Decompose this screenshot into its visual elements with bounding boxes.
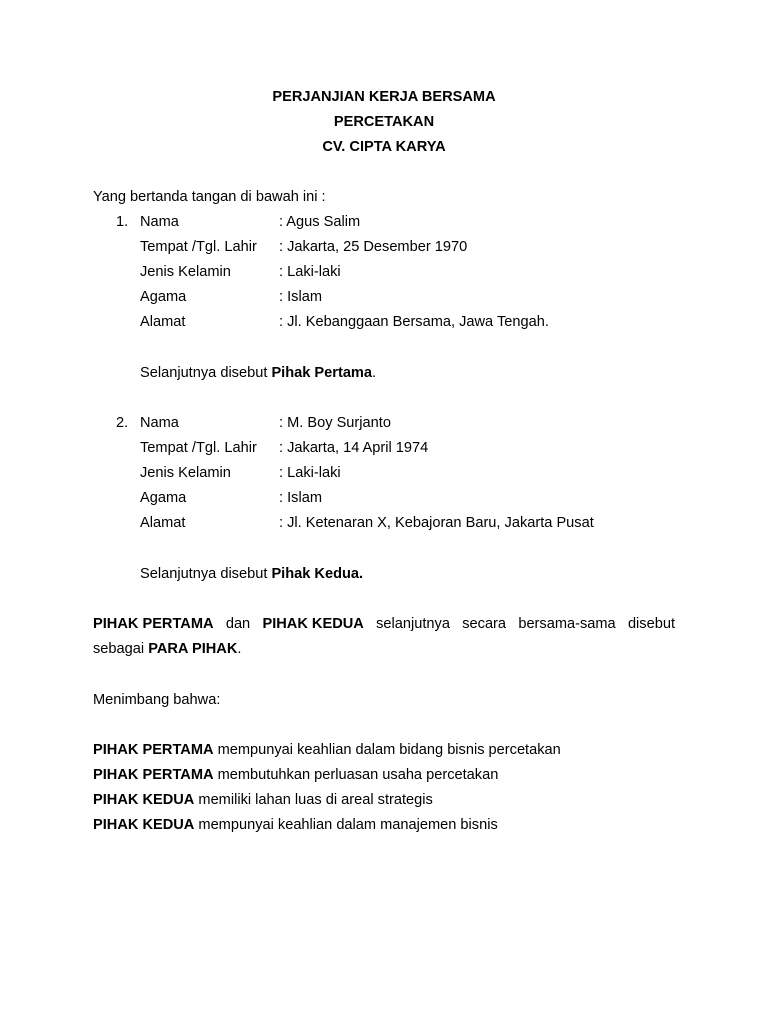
party2-label-address: Alamat (140, 515, 186, 531)
para-pihak-word-5: secara (462, 616, 507, 632)
document-title-line-3: CV. CIPTA KARYA (322, 139, 446, 155)
consideration-4-subject: PIHAK KEDUA (93, 817, 195, 833)
consideration-4 (93, 816, 498, 834)
party2-label-gender: Jenis Kelamin (140, 465, 231, 481)
party2-designation-bold: Pihak Kedua. (271, 566, 364, 582)
party1-value-address: : Jl. Kebanggaan Bersama, Jawa Tengah. (279, 314, 549, 330)
consideration-1 (93, 741, 561, 759)
consideration-2-text: membutuhkan perluasan usaha percetakan (213, 767, 499, 783)
party2-designation-prefix: Selanjutnya disebut (140, 566, 272, 582)
party2-value-name: : M. Boy Surjanto (279, 415, 391, 431)
para-pihak-word-4: selanjutnya (376, 616, 450, 632)
consideration-2 (93, 766, 498, 784)
party1-number: 1. (116, 214, 129, 230)
party1-label-religion: Agama (140, 289, 187, 305)
party1-label-name: Nama (140, 214, 179, 230)
party2-value-gender: : Laki-laki (279, 465, 341, 481)
intro-text: Yang bertanda tangan di bawah ini : (93, 189, 326, 205)
para-pihak-word-7: disebut (627, 616, 675, 632)
party1-designation-prefix: Selanjutnya disebut (140, 365, 272, 381)
party1-designation-bold: Pihak Pertama (271, 365, 373, 381)
consideration-3-subject: PIHAK KEDUA (93, 792, 195, 808)
para-pihak-line-1 (93, 615, 675, 633)
party1-designation-suffix: . (372, 365, 377, 381)
party2-label-religion: Agama (140, 490, 187, 506)
consideration-2-subject: PIHAK PERTAMA (93, 767, 214, 783)
party1-label-gender: Jenis Kelamin (140, 264, 231, 280)
para-pihak-word-6: bersama-sama (518, 616, 616, 632)
party1-value-gender: : Laki-laki (279, 264, 341, 280)
para-pihak-line-2 (93, 640, 241, 658)
para-pihak-word-3: PIHAK KEDUA (262, 616, 364, 632)
party2-designation (140, 565, 363, 583)
para-pihak-line2-prefix: sebagai (93, 641, 149, 657)
menimbang-heading: Menimbang bahwa: (93, 692, 221, 708)
consideration-3-text: memiliki lahan luas di areal strategis (194, 792, 433, 808)
document-title-line-1: PERJANJIAN KERJA BERSAMA (272, 89, 496, 105)
party1-label-birth: Tempat /Tgl. Lahir (140, 239, 257, 255)
party2-number: 2. (116, 415, 129, 431)
party2-value-birth: : Jakarta, 14 April 1974 (279, 440, 429, 456)
consideration-1-text: mempunyai keahlian dalam bidang bisnis percetakan (213, 742, 561, 758)
party1-value-religion: : Islam (279, 289, 322, 305)
party1-designation (140, 364, 376, 382)
para-pihak-line2-suffix: . (237, 641, 242, 657)
consideration-3 (93, 791, 433, 809)
consideration-4-text: mempunyai keahlian dalam manajemen bisnis (194, 817, 498, 833)
party2-label-name: Nama (140, 415, 179, 431)
party1-value-birth: : Jakarta, 25 Desember 1970 (279, 239, 468, 255)
party1-label-address: Alamat (140, 314, 186, 330)
para-pihak-word-2: dan (225, 616, 251, 632)
consideration-1-subject: PIHAK PERTAMA (93, 742, 214, 758)
party1-value-name: : Agus Salim (279, 214, 361, 230)
para-pihak-word-1: PIHAK PERTAMA (93, 616, 214, 632)
document-title-line-2: PERCETAKAN (333, 114, 435, 130)
party2-value-address: : Jl. Ketenaran X, Kebajoran Baru, Jakarta Pusat (279, 515, 594, 531)
party2-value-religion: : Islam (279, 490, 322, 506)
para-pihak-line2-bold: PARA PIHAK (148, 641, 238, 657)
party2-label-birth: Tempat /Tgl. Lahir (140, 440, 257, 456)
